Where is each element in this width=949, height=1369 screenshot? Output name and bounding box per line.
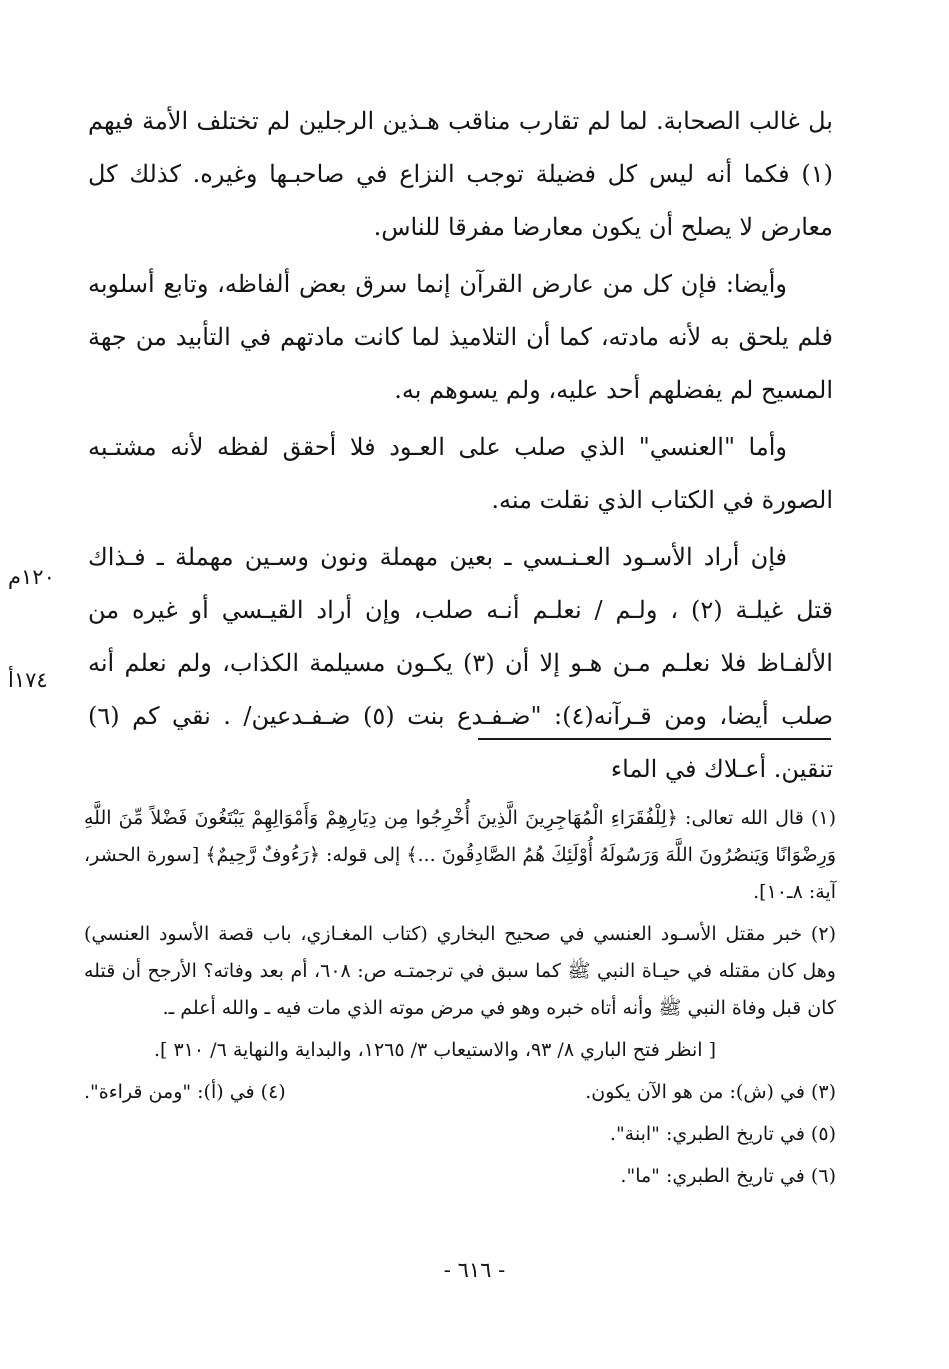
footnote-1: (١) قال الله تعالى: ﴿لِلْفُقَرَاءِ الْمُهَاجِرِينَ الَّذِينَ أُخْرِجُوا مِن دِيَارِهِمْ وَأَمْوَالِهِمْ يَبْتَغُونَ فَضْلاً مِّنَ اللَّهِ وَرِضْوَانًا وَيَنصُرُونَ اللَّهَ وَرَسُولَهُ أُوْلَئِكَ هُمُ الصَّادِقُونَ ...﴾ إلى قوله: ﴿رَءُوفٌ رَّحِيمٌ﴾ [سورة الحشر، آية: ٨ـ١٠]. [84, 807, 836, 903]
footnote-5: (٥) في تاريخ الطبري: "ابنة". [609, 1123, 836, 1145]
footnotes [84, 800, 836, 1200]
main-text [88, 95, 833, 800]
page-number: - ٦١٦ - [443, 1258, 506, 1282]
margin-reference-1: ١٢٠م [8, 565, 55, 589]
footnote-4: (٤) في (أ): "ومن قراءة". [84, 1081, 286, 1103]
footnote-divider [478, 738, 831, 740]
paragraph-4: فإن أراد الأسـود العـنـسي ـ بعين مهملة ونون وسـين مهملة ـ فـذاك قتل غيلـة (٢) ، ولـم / نعلـم أنـه صلب، وإن أراد القيـسي أو غيره من الألفـاظ فلا نعلـم مـن هـو إلا أن (٣) يكـون مسيلمة الكذاب، ولم نعلم أنه صلب أيضا، ومن قـرآنه(٤): "ضـفـدع بنت (٥) ضـفـدعين/ . نقي كم (٦) تنقين. أعـلاك في الماء [88, 543, 833, 783]
footnote-row-3-4 [84, 1074, 836, 1111]
paragraph-1: بل غالب الصحابة. لما لم تقارب مناقب هـذين الرجلين لم تختلف الأمة فيهم (١) فكما أنه ليس كل فضيلة توجب النزاع في صاحبـها وغيره. كذلك كل معارض لا يصلح أن يكون معارضا مفرقا للناس. [88, 107, 833, 241]
footnote-3: (٣) في (ش): من هو الآن يكون. [585, 1081, 836, 1103]
margin-reference-2: ١٧٤أ [8, 668, 48, 692]
footnote-6: (٦) في تاريخ الطبري: "ما". [620, 1165, 836, 1187]
footnote-2: (٢) خبر مقتل الأسـود العنسي في صحيح البخاري (كتاب المغـازي، باب قصة الأسود العنسي) وهل كان مقتله في حيـاة النبي ﷺ كما سبق في ترجمتـه ص: ٦٠٨، أم بعد وفاته؟ الأرجح أن قتله كان قبل وفاة النبي ﷺ وأنه أتاه خبره وهو في مرض موته الذي مات فيه ـ والله أعلم ـ. [84, 923, 836, 1019]
paragraph-3: وأما "العنسي" الذي صلب على العـود فلا أحقق لفظه لأنه مشتـبه الصورة في الكتاب الذي نقلت منه. [88, 433, 833, 514]
paragraph-2: وأيضا: فإن كل من عارض القرآن إنما سرق بعض ألفاظه، وتابع أسلوبه فلم يلحق به لأنه مادته، كما أن التلاميذ لما كانت مادتهم في التأبيد من جهة المسيح لم يفضلهم أحد عليه، ولم يسوهم به. [88, 270, 833, 404]
footnote-2-reference: [ انظر فتح الباري ٨/ ٩٣، والاستيعاب ٣/ ١٢٦٥، والبداية والنهاية ٦/ ٣١٠ ]. [153, 1039, 716, 1061]
